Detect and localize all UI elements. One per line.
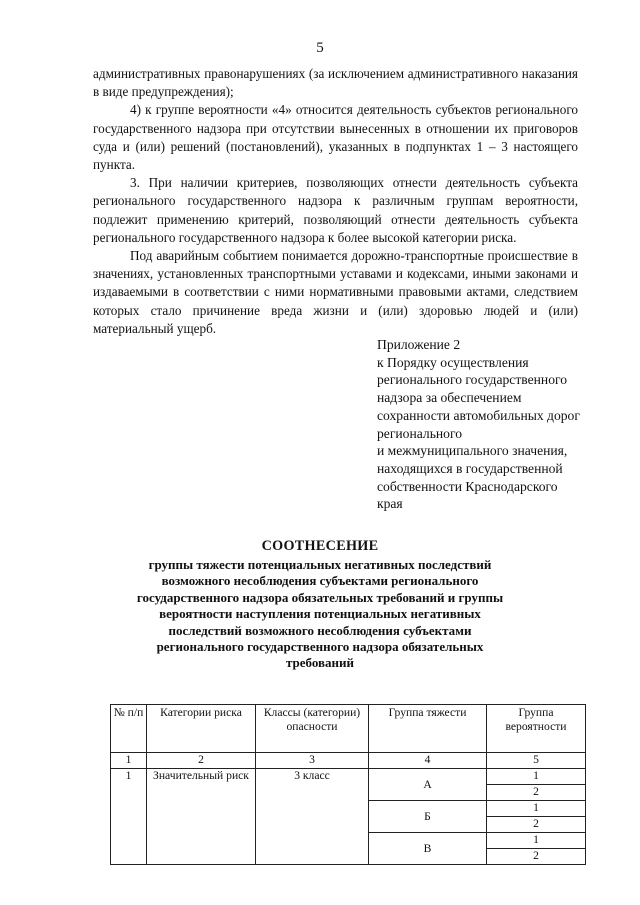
risk-category-cell: Значительный риск — [147, 769, 256, 865]
appendix-line: регионального государственного — [377, 372, 568, 388]
document-title: СООТНЕСЕНИЕ — [261, 538, 379, 554]
appendix-note — [377, 336, 607, 513]
appendix-line: Приложение 2 — [377, 337, 461, 352]
column-number: 3 — [256, 753, 369, 769]
header-cell: Группа тяжести — [369, 705, 487, 753]
appendix-line: регионального — [377, 425, 462, 441]
header-cell: № п/п — [111, 705, 147, 753]
table-header-row — [111, 705, 586, 753]
table-row — [111, 769, 586, 785]
appendix-line: сохранности автомобильных дорог — [377, 407, 580, 423]
column-number: 5 — [487, 753, 586, 769]
hazard-class-cell: 3 класс — [256, 769, 369, 865]
probability-group-cell: 1 — [487, 769, 586, 785]
probability-group-cell: 1 — [487, 833, 586, 849]
appendix-line: находящихся в государственной — [377, 460, 563, 476]
probability-group-cell: 2 — [487, 849, 586, 865]
header-cell: Группа вероятности — [487, 705, 586, 753]
column-number: 4 — [369, 753, 487, 769]
paragraph: административных правонарушениях (за исключением административного наказания в виде предупреждения); — [93, 66, 578, 100]
appendix-line: надзора за обеспечением — [377, 390, 522, 406]
page-number: 5 — [316, 40, 324, 56]
risk-table — [110, 704, 586, 865]
body-text — [93, 65, 578, 338]
paragraph: 4) к группе вероятности «4» относится деятельность субъектов регионального государственного надзора при отсутствии вынесенных в отношении их приговоров суда и (или) решений (постановлений), указанных в подпунктах 1 – 3 настоящего пункта. — [93, 102, 578, 173]
row-number-cell: 1 — [111, 769, 147, 865]
header-cell: Классы (категории) опасности — [256, 705, 369, 753]
appendix-line: края — [377, 496, 403, 512]
appendix-line: собственности Краснодарского — [377, 478, 558, 494]
probability-group-cell: 2 — [487, 785, 586, 801]
paragraph: Под аварийным событием понимается дорожно-транспортные происшествие в значениях, установленных транспортными уставами и кодексами, иными законами и издаваемыми в соответствии с ними нормативными правовыми актами, следствием которых стало причинение вреда жизни и (или) здоровью людей и (или) материальный ущерб. — [93, 248, 578, 336]
probability-group-cell: 2 — [487, 817, 586, 833]
header-cell: Категории риска — [147, 705, 256, 753]
severity-group-cell: В — [369, 833, 487, 865]
document-subtitle: группы тяжести потенциальных негативных последствий возможного несоблюдения субъектами регионального государственного надзора обязательных требований и группы вероятности наступления потенциальных негативных последствий возможного несоблюдения субъектами регионального государственного надзора обязательных требований — [136, 557, 504, 671]
severity-group-cell: Б — [369, 801, 487, 833]
severity-group-cell: А — [369, 769, 487, 801]
probability-group-cell: 1 — [487, 801, 586, 817]
table-number-row — [111, 753, 586, 769]
column-number: 2 — [147, 753, 256, 769]
appendix-line: к Порядку осуществления — [377, 354, 529, 370]
column-number: 1 — [111, 753, 147, 769]
appendix-line: и межмуниципального значения, — [377, 443, 568, 459]
paragraph: 3. При наличии критериев, позволяющих отнести деятельность субъекта регионального государственного надзора к различным группам вероятности, подлежит применению критерий, позволяющий отнести деятельность субъекта регионального государственного надзора к более высокой категории риска. — [93, 175, 578, 245]
